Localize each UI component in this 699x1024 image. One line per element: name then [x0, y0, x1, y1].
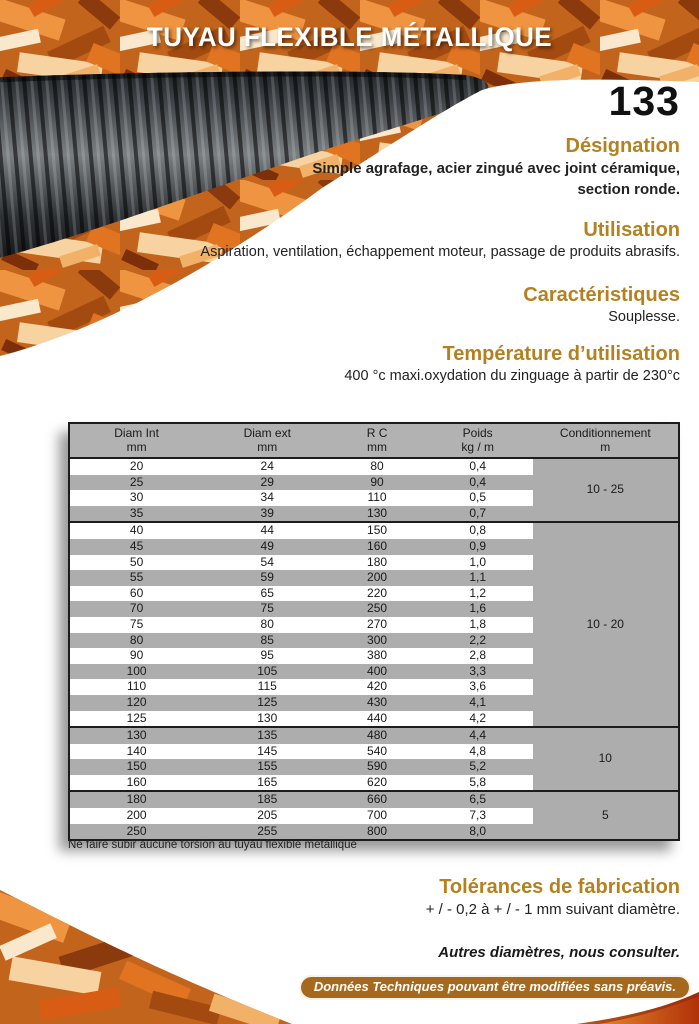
- table-cell: 4,1: [423, 695, 533, 711]
- table-cell: 4,8: [423, 744, 533, 760]
- table-cell: 75: [203, 601, 331, 617]
- table-row: [69, 522, 679, 539]
- table-cell: 80: [203, 617, 331, 633]
- table-cell: 20: [69, 458, 203, 475]
- utilisation-heading: Utilisation: [583, 219, 680, 241]
- table-row: [69, 791, 679, 808]
- table-cell: 45: [69, 539, 203, 555]
- table-cell: 300: [331, 633, 423, 649]
- table-cell: 54: [203, 555, 331, 571]
- table-cell: 250: [331, 601, 423, 617]
- table-cell: 75: [69, 617, 203, 633]
- spec-table-body: [69, 458, 679, 840]
- tolerances-body: + / - 0,2 à + / - 1 mm suivant diamètre.: [425, 901, 680, 918]
- table-cell: 4,4: [423, 727, 533, 744]
- table-cell: 39: [203, 506, 331, 523]
- table-cell: 0,8: [423, 522, 533, 539]
- temperature-body: 400 °c maxi.oxydation du zinguage à partir de 230°c: [344, 368, 680, 384]
- tolerances-heading: Tolérances de fabrication: [439, 876, 680, 898]
- table-cell: 110: [331, 490, 423, 506]
- table-cell: 65: [203, 586, 331, 602]
- table-cell: 430: [331, 695, 423, 711]
- section-designation: [60, 135, 680, 200]
- table-cell: 540: [331, 744, 423, 760]
- table-cell: 125: [203, 695, 331, 711]
- table-cell: 2,8: [423, 648, 533, 664]
- page-title: TUYAU FLEXIBLE MÉTALLIQUE: [146, 22, 553, 52]
- column-header: Diam Int mm: [69, 423, 203, 458]
- table-cell: 50: [69, 555, 203, 571]
- table-cell: 205: [203, 808, 331, 824]
- section-caracteristiques: [60, 284, 680, 328]
- table-cell: 200: [331, 570, 423, 586]
- table-cell: 8,0: [423, 824, 533, 841]
- table-cell: 120: [69, 695, 203, 711]
- table-cell: 59: [203, 570, 331, 586]
- table-cell: 480: [331, 727, 423, 744]
- table-cell: 255: [203, 824, 331, 841]
- table-cell: 440: [331, 711, 423, 728]
- table-cell: 2,2: [423, 633, 533, 649]
- table-cell: 100: [69, 664, 203, 680]
- column-header: Poids kg / m: [423, 423, 533, 458]
- table-cell: 5,8: [423, 775, 533, 792]
- table-cell: 180: [69, 791, 203, 808]
- table-cell: 70: [69, 601, 203, 617]
- table-cell: 800: [331, 824, 423, 841]
- conditionnement-cell: 10 - 25: [533, 458, 679, 522]
- table-cell: 90: [69, 648, 203, 664]
- disclaimer-banner: Données Techniques pouvant être modifiées sans préavis.: [299, 975, 691, 1000]
- table-cell: 24: [203, 458, 331, 475]
- table-cell: 0,4: [423, 475, 533, 491]
- table-cell: 40: [69, 522, 203, 539]
- table-cell: 1,0: [423, 555, 533, 571]
- table-row: [69, 727, 679, 744]
- utilisation-body: Aspiration, ventilation, échappement moteur, passage de produits abrasifs.: [200, 244, 680, 260]
- table-cell: 95: [203, 648, 331, 664]
- table-cell: 130: [331, 506, 423, 523]
- conditionnement-cell: 5: [533, 791, 679, 840]
- table-cell: 90: [331, 475, 423, 491]
- table-row: [69, 458, 679, 475]
- designation-line1: Simple agrafage, acier zingué avec joint céramique,: [312, 160, 680, 177]
- table-cell: 155: [203, 759, 331, 775]
- table-cell: 49: [203, 539, 331, 555]
- caracteristiques-body: Souplesse.: [608, 309, 680, 325]
- table-cell: 380: [331, 648, 423, 664]
- table-cell: 270: [331, 617, 423, 633]
- table-cell: 185: [203, 791, 331, 808]
- table-cell: 3,6: [423, 679, 533, 695]
- table-cell: 4,2: [423, 711, 533, 728]
- column-header: Diam ext mm: [203, 423, 331, 458]
- table-cell: 25: [69, 475, 203, 491]
- table-cell: 7,3: [423, 808, 533, 824]
- table-cell: 145: [203, 744, 331, 760]
- spec-table-container: [68, 422, 680, 841]
- column-header: Conditionnement m: [533, 423, 679, 458]
- table-cell: 125: [69, 711, 203, 728]
- spec-table-header: [69, 423, 679, 458]
- table-cell: 660: [331, 791, 423, 808]
- table-cell: 160: [331, 539, 423, 555]
- table-cell: 30: [69, 490, 203, 506]
- designation-line2: section ronde.: [577, 181, 680, 198]
- table-cell: 55: [69, 570, 203, 586]
- table-cell: 160: [69, 775, 203, 792]
- table-cell: 135: [203, 727, 331, 744]
- bottom-right-swoosh: [569, 988, 699, 1024]
- table-cell: 130: [69, 727, 203, 744]
- table-cell: 150: [69, 759, 203, 775]
- spec-table: [68, 422, 680, 841]
- table-cell: 35: [69, 506, 203, 523]
- section-temperature: [60, 343, 680, 387]
- table-cell: 0,7: [423, 506, 533, 523]
- table-cell: 220: [331, 586, 423, 602]
- table-cell: 180: [331, 555, 423, 571]
- bottom-left-chips-photo: [0, 884, 300, 1024]
- table-cell: 29: [203, 475, 331, 491]
- table-cell: 3,3: [423, 664, 533, 680]
- table-header-row: [69, 423, 679, 458]
- page-number: 133: [608, 78, 680, 124]
- table-cell: 165: [203, 775, 331, 792]
- table-cell: 0,5: [423, 490, 533, 506]
- table-cell: 0,9: [423, 539, 533, 555]
- table-cell: 200: [69, 808, 203, 824]
- table-cell: 80: [331, 458, 423, 475]
- table-cell: 400: [331, 664, 423, 680]
- table-cell: 420: [331, 679, 423, 695]
- conditionnement-cell: 10 - 20: [533, 522, 679, 727]
- table-cell: 105: [203, 664, 331, 680]
- table-cell: 34: [203, 490, 331, 506]
- table-cell: 250: [69, 824, 203, 841]
- other-diameters-note: Autres diamètres, nous consulter.: [438, 944, 680, 961]
- table-cell: 1,1: [423, 570, 533, 586]
- table-cell: 115: [203, 679, 331, 695]
- table-cell: 130: [203, 711, 331, 728]
- table-cell: 590: [331, 759, 423, 775]
- conditionnement-cell: 10: [533, 727, 679, 791]
- section-utilisation: [60, 219, 680, 263]
- table-cell: 60: [69, 586, 203, 602]
- column-header: R C mm: [331, 423, 423, 458]
- table-cell: 1,2: [423, 586, 533, 602]
- table-cell: 700: [331, 808, 423, 824]
- table-cell: 620: [331, 775, 423, 792]
- table-cell: 110: [69, 679, 203, 695]
- table-cell: 0,4: [423, 458, 533, 475]
- caracteristiques-heading: Caractéristiques: [523, 284, 680, 306]
- table-cell: 85: [203, 633, 331, 649]
- table-cell: 44: [203, 522, 331, 539]
- designation-heading: Désignation: [565, 135, 680, 157]
- table-cell: 1,6: [423, 601, 533, 617]
- table-cell: 80: [69, 633, 203, 649]
- temperature-heading: Température d’utilisation: [442, 343, 680, 365]
- table-cell: 5,2: [423, 759, 533, 775]
- table-note: Ne faire subir aucune torsion au tuyau flexible métallique: [68, 839, 357, 851]
- table-cell: 140: [69, 744, 203, 760]
- table-cell: 1,8: [423, 617, 533, 633]
- table-cell: 6,5: [423, 791, 533, 808]
- table-cell: 150: [331, 522, 423, 539]
